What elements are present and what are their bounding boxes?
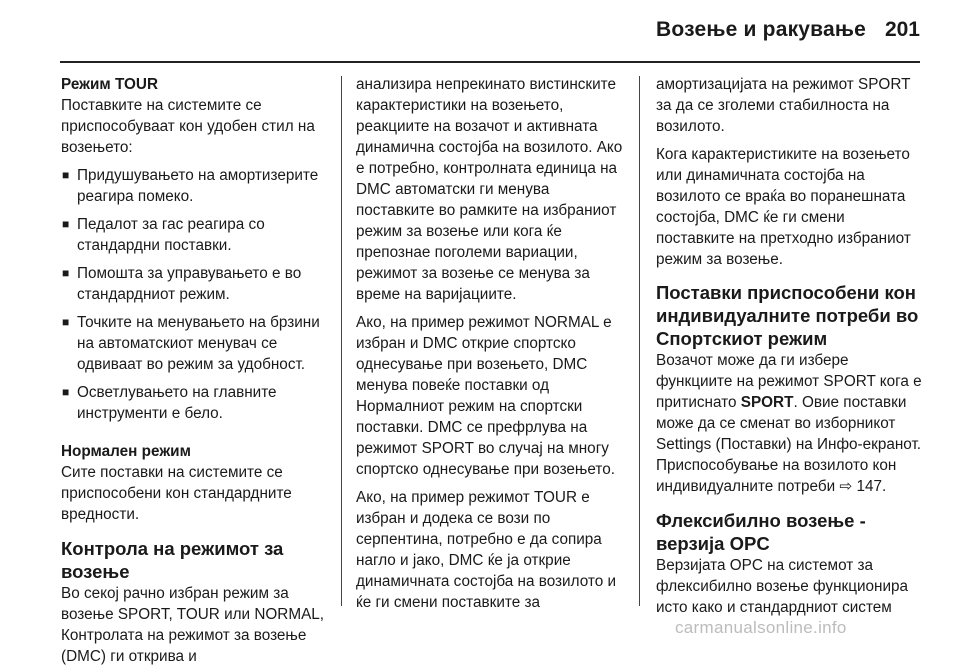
column-2 — [356, 74, 624, 620]
cross-reference-page: 147. — [856, 478, 887, 495]
drive-mode-control-heading: Контрола на режимот за возење — [61, 538, 284, 582]
drive-mode-control-text: Во секој рачно избран режим за возење SPORT, TOUR или NORMAL, Контролата на режимот за возење (DMC) ги открива и — [61, 585, 325, 665]
tour-mode-text: Поставките на системите се приспособуваат кон удобен стил на возењето: — [61, 97, 315, 156]
header-rule — [60, 61, 920, 63]
normal-mode-example-paragraph: Ако, на пример режимот NORMAL е избран и DMC открие спортско однесување при возењето, DMC менува повеќе поставки од Нормалниот режим на спортски поставки. DMC се префрлува на режимот SPORT во случај на многу спортско однесување при возењето. — [356, 314, 615, 478]
return-settings-paragraph: Кога карактеристиките на возењето или динамичната состојба на возилото се враќа во поранешната состојба, DMC ќе ги смени поставките на претходно избраниот режим за возење. — [656, 146, 911, 268]
list-item: ■ Придушувањето на амортизерите реагира помеко. — [62, 167, 319, 205]
column-divider-2 — [639, 76, 640, 606]
bullet-icon: ■ — [62, 385, 70, 399]
tour-mode-bullet-list — [61, 165, 329, 424]
dmc-analysis-paragraph: анализира непрекинато вистинските карактеристики на возењето, реакциите на возачот и активната динамична состојба на возилото. Ако е потребно, контролната единица на DMC автоматски ги менува поставките во рамките на избраниот режим за возење или кога ќе препознае поголеми вариации, режимот за возење се менува за време на варијациите. — [356, 76, 623, 303]
normal-mode-heading: Нормален режим — [61, 443, 191, 460]
page-header-title: Возење и ракување — [656, 18, 866, 41]
column-1 — [61, 74, 329, 667]
sport-custom-settings-text: Возачот може да ги избере функциите на режимот SPORT кога е притиснато SPORT. Овие поставки може да се сменат во изборникот Settings (Поставки) на Инфо-екранот. Приспособување на возилото кон индивидуалните потреби ⇨ 147. — [656, 352, 922, 495]
flexride-opc-heading: Флексибилно возење - верзија OPC — [656, 510, 866, 554]
list-item: ■ Точките на менувањето на брзини на автоматскиот менувач се одвиваат во режим за удобност. — [62, 314, 320, 373]
tour-mode-example-paragraph: Ако, на пример режимот TOUR е избран и додека се вози по серпентина, потребно е да сопира нагло и јако, DMC ќе ја открие динамичната состојба на возилото и ќе ги смени поставките за — [356, 489, 617, 611]
bullet-icon: ■ — [62, 217, 70, 231]
list-item: ■ Осветлувањето на главните инструменти е бело. — [62, 384, 277, 422]
page-number: 201 — [884, 18, 920, 41]
list-item: ■ Педалот за гас реагира со стандардни поставки. — [62, 216, 265, 254]
sport-custom-settings-heading: Поставки приспособени кон индивидуалните потреби во Спортскиот режим — [656, 282, 919, 349]
cross-reference-arrow-icon: ⇨ — [839, 478, 853, 495]
sport-button-label: SPORT — [740, 394, 794, 411]
list-item: ■ Помошта за управувањето е во стандардниот режим. — [62, 265, 302, 303]
normal-mode-text: Сите поставки на системите се приспособени кон стандардните вредности. — [61, 464, 292, 523]
watermark: carmanualsonline.info — [675, 618, 847, 637]
bullet-icon: ■ — [62, 168, 70, 182]
tour-mode-heading: Режим TOUR — [61, 76, 159, 93]
column-divider-1 — [341, 76, 342, 606]
bullet-icon: ■ — [62, 266, 70, 280]
sport-damping-paragraph: амортизацијата на режимот SPORT за да се зголеми стабилноста на возилото. — [656, 76, 911, 135]
column-3 — [656, 74, 924, 618]
bullet-icon: ■ — [62, 315, 70, 329]
flexride-opc-text: Верзијата OPC на системот за флексибилно возење функционира исто како и стандардниот систем — [656, 557, 909, 616]
